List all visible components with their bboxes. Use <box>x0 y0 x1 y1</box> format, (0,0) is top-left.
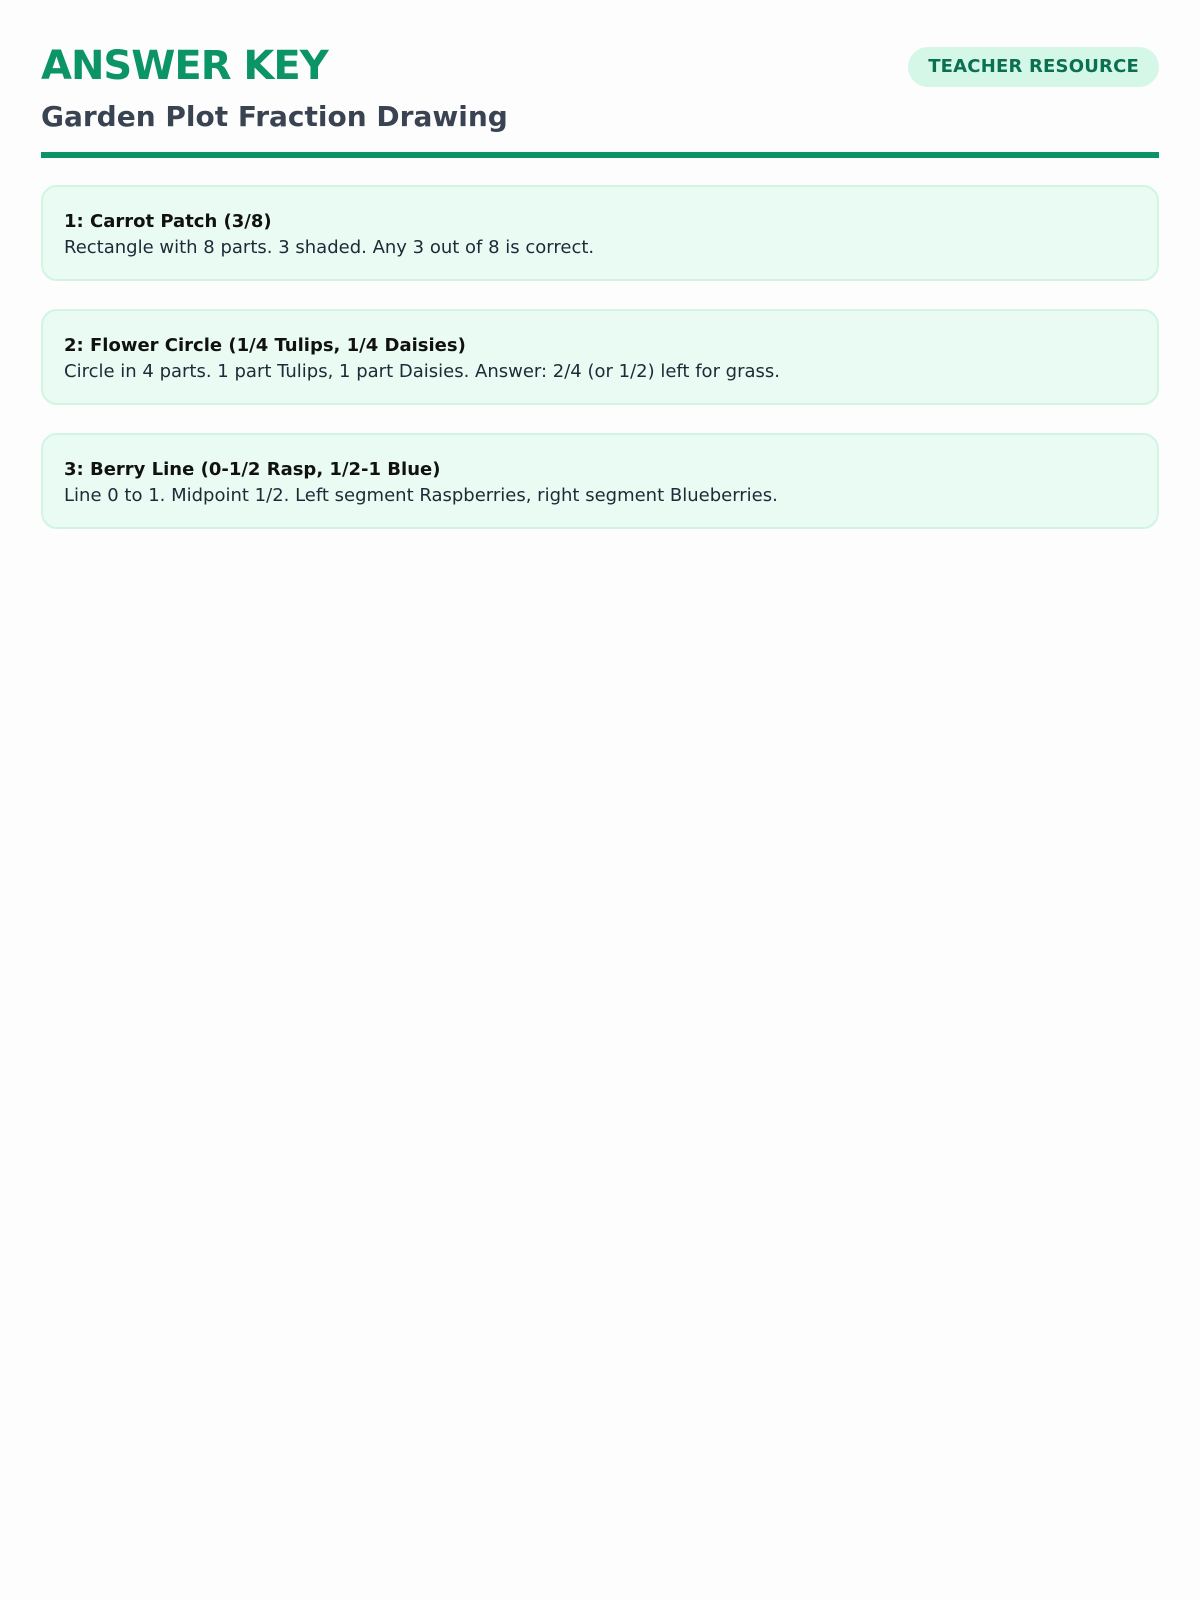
answer-text: Line 0 to 1. Midpoint 1/2. Left segment Raspberries, right segment Blueberries. <box>64 485 778 506</box>
page-title: ANSWER KEY <box>41 43 328 89</box>
answer-card-3 <box>41 433 1159 529</box>
answer-text: Circle in 4 parts. 1 part Tulips, 1 part Daisies. Answer: 2/4 (or 1/2) left for grass. <box>64 361 781 382</box>
answer-card-2 <box>41 309 1159 405</box>
answer-title: 2: Flower Circle (1/4 Tulips, 1/4 Daisies) <box>64 335 466 356</box>
page-subtitle: Garden Plot Fraction Drawing <box>41 100 508 133</box>
teacher-resource-badge: TEACHER RESOURCE <box>908 47 1159 87</box>
answer-list <box>41 185 1159 529</box>
header <box>41 44 1159 158</box>
answer-card-1 <box>41 185 1159 281</box>
answer-title: 1: Carrot Patch (3/8) <box>64 211 272 232</box>
answer-text: Rectangle with 8 parts. 3 shaded. Any 3 out of 8 is correct. <box>64 237 595 258</box>
answer-title: 3: Berry Line (0-1/2 Rasp, 1/2-1 Blue) <box>64 459 441 480</box>
